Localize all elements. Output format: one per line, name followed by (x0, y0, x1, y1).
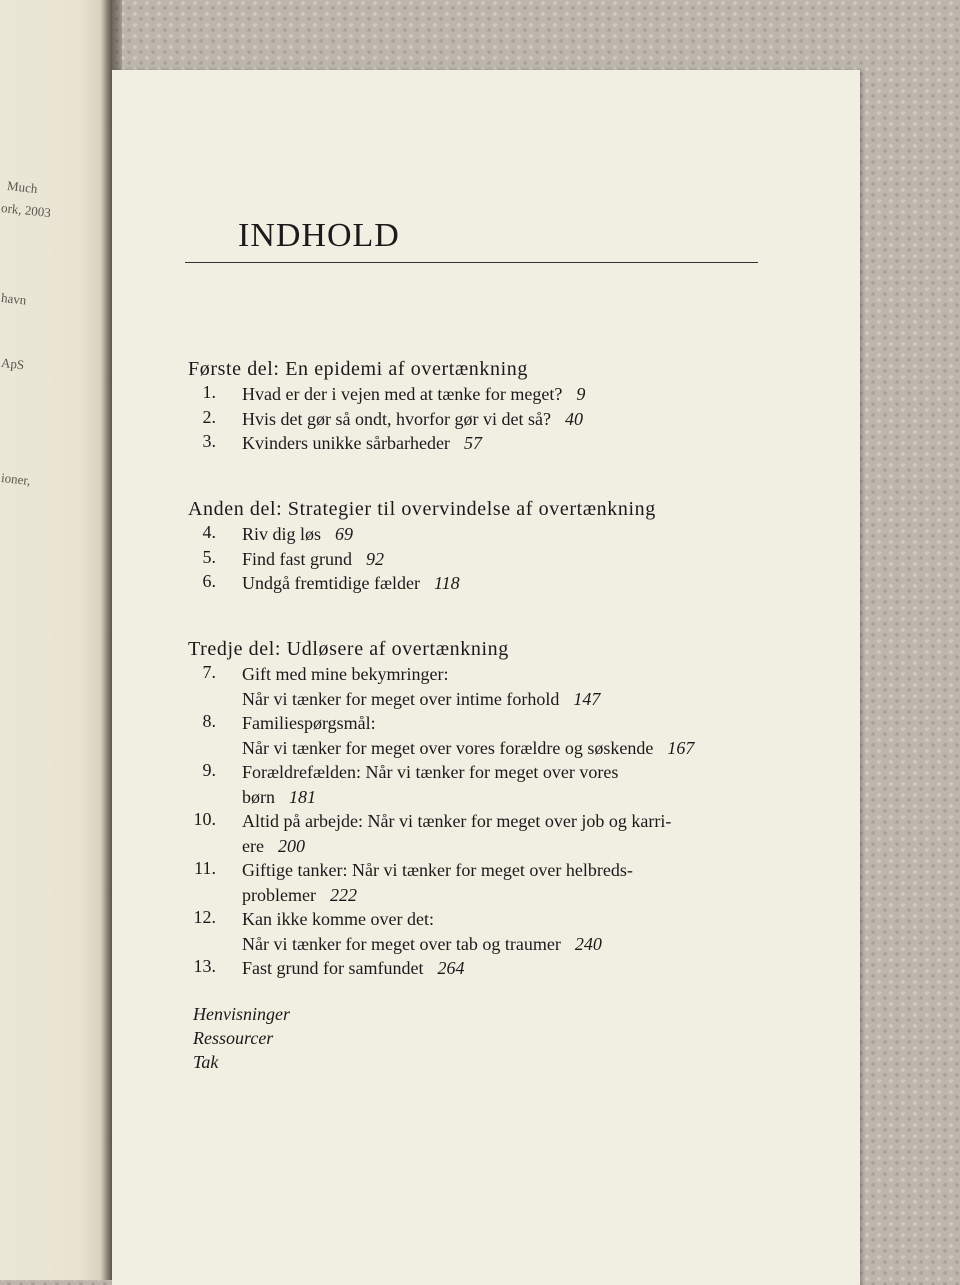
chapter-title-line: Når vi tænker for meget over tab og traumer 240 (242, 933, 602, 954)
page-number: 40 (564, 408, 583, 429)
chapter-title-line: Familiespørgsmål: (242, 713, 376, 733)
chapter-number: 4. (202, 522, 216, 542)
chapter-title-line: problemer 222 (242, 884, 357, 905)
page-number: 181 (289, 786, 316, 807)
chapter-title-line: Giftige tanker: Når vi tænker for meget over helbreds- (242, 860, 633, 880)
chapter-number: 10. (193, 809, 216, 829)
bleed-text: ApS (0, 355, 25, 373)
chapter-number: 6. (202, 571, 216, 591)
chapter-title-line: børn 181 (242, 786, 316, 807)
page-number: 118 (433, 573, 460, 593)
page-title: INDHOLD (238, 217, 400, 254)
chapter-number: 9. (202, 760, 216, 780)
chapter-number: 3. (202, 431, 216, 451)
chapter-number: 8. (202, 711, 216, 731)
bleed-text: havn (0, 290, 28, 308)
chapter-number: 1. (202, 382, 216, 402)
page-number: 92 (366, 548, 384, 569)
part-heading: Første del: En epidemi af overtænkning (188, 358, 528, 380)
page-number: 240 (574, 933, 602, 954)
chapter-title-line: Hvis det gør så ondt, hvorfor gør vi det så? 40 (242, 408, 583, 429)
chapter-title-line: Kvinders unikke sårbarheder 57 (242, 433, 482, 453)
back-matter-item[interactable]: Ressourcer (193, 1028, 274, 1048)
bleed-text: Much (6, 178, 39, 197)
chapter-title-line: Forældrefælden: Når vi tænker for meget over vores (242, 762, 619, 782)
chapter-title-line: ere 200 (242, 835, 305, 856)
page-number: 69 (335, 524, 354, 544)
chapter-title-line: Hvad er der i vejen med at tænke for meget? 9 (242, 384, 586, 404)
chapter-title-line: Undgå fremtidige fælder 118 (242, 573, 460, 593)
chapter-number: 12. (193, 907, 216, 927)
chapter-title-line: Kan ikke komme over det: (242, 909, 434, 929)
chapter-number: 5. (202, 546, 216, 567)
page-number: 57 (463, 433, 482, 453)
chapter-title-line: Gift med mine bekymringer: (242, 664, 449, 684)
chapter-title-line: Riv dig løs 69 (242, 524, 354, 544)
chapter-number: 7. (202, 662, 216, 682)
chapter-title-line: Når vi tænker for meget over intime forhold 147 (242, 688, 601, 709)
bleed-text: ork, 2003 (0, 200, 52, 221)
chapter-title-line: Altid på arbejde: Når vi tænker for meget over job og karri- (242, 811, 672, 831)
chapter-title-line: Når vi tænker for meget over vores forældre og søskende 167 (242, 737, 695, 758)
page-number: 264 (437, 958, 465, 978)
chapter-number: 13. (193, 956, 216, 976)
part-heading: Tredje del: Udløsere af overtænkning (188, 638, 509, 660)
page-number: 167 (667, 737, 695, 758)
chapter-number: 11. (194, 858, 216, 878)
bleed-text: ioner, (0, 470, 32, 488)
chapter-title-line: Find fast grund 92 (242, 548, 384, 569)
contents-page (112, 70, 860, 1285)
page-number: 9 (576, 384, 586, 404)
back-matter-item[interactable]: Tak (193, 1052, 219, 1072)
page-number: 200 (277, 835, 305, 856)
page-number: 222 (329, 884, 357, 905)
chapter-title-line: Fast grund for samfundet 264 (242, 958, 465, 978)
part-heading: Anden del: Strategier til overvindelse af overtænkning (188, 498, 656, 520)
page-number: 147 (573, 688, 601, 709)
left-page (0, 0, 112, 1280)
title-rule (185, 262, 758, 263)
back-matter-item[interactable]: Henvisninger (193, 1004, 290, 1024)
chapter-number: 2. (202, 406, 216, 427)
